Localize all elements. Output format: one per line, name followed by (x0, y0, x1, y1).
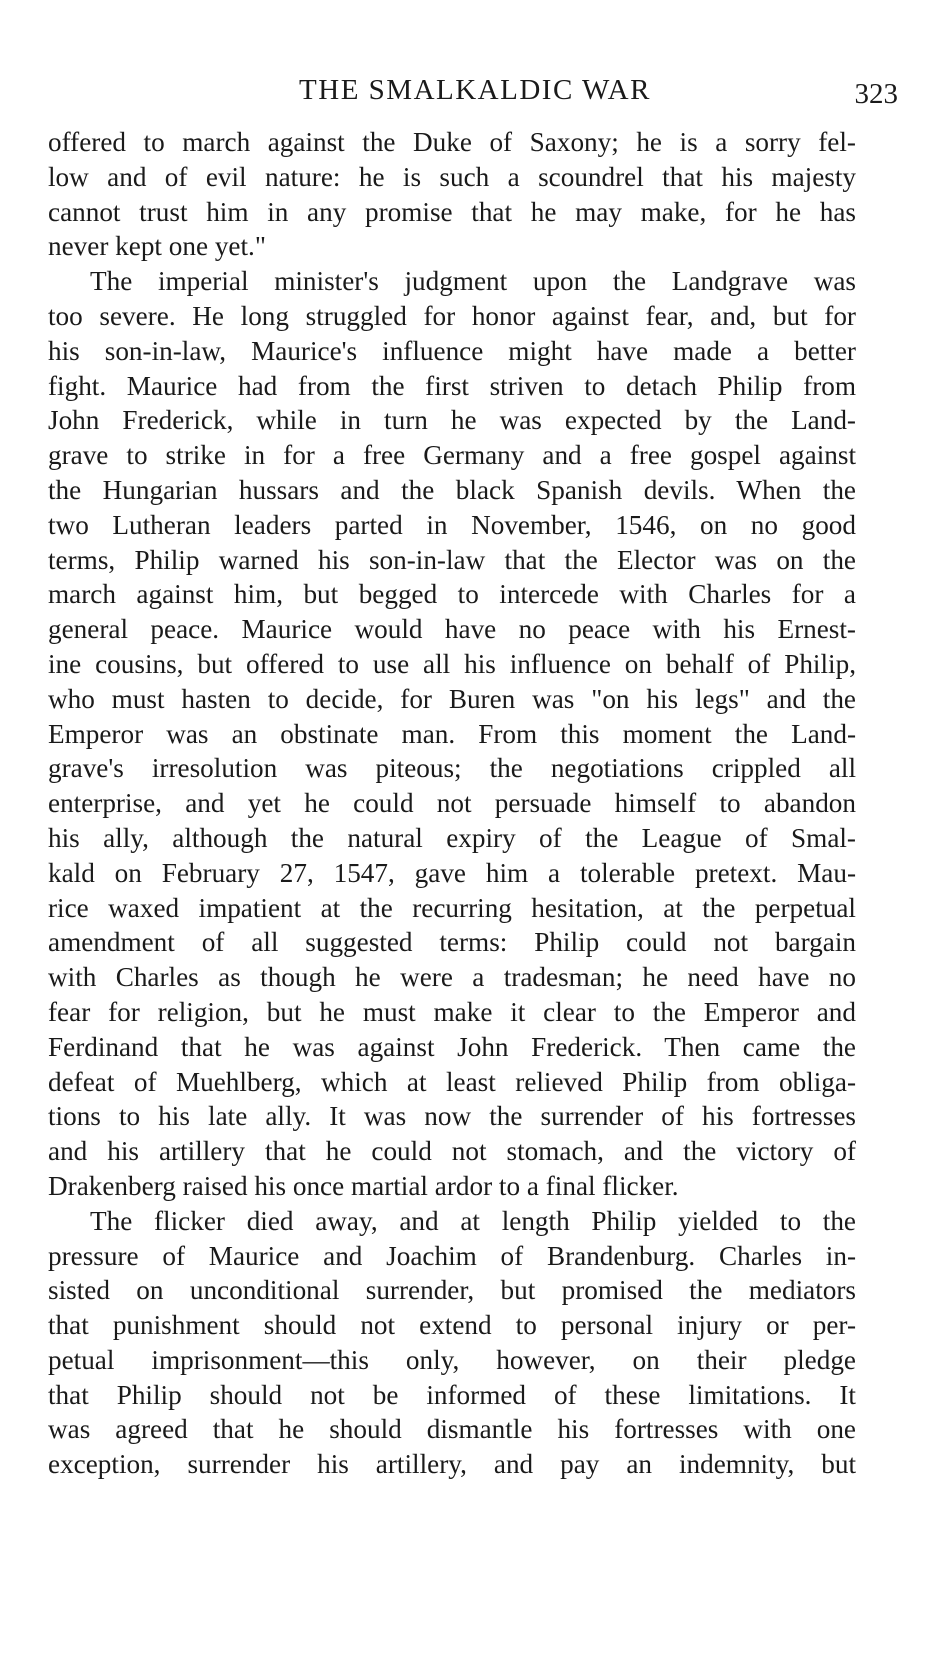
text-line: that punishment should not extend to personal injury or per- (48, 1310, 856, 1341)
body-text (48, 125, 856, 1482)
text-line: amendment of all suggested terms: Philip could not bargain (48, 927, 856, 958)
text-line: fight. Maurice had from the first striven to detach Philip from (48, 370, 856, 401)
text-line: tions to his late ally. It was now the surrender of his fortresses (48, 1101, 856, 1132)
text-line: his son-in-law, Maurice's influence might have made a better (48, 335, 856, 366)
text-line: pressure of Maurice and Joachim of Brandenburg. Charles in- (48, 1240, 856, 1271)
text-line: John Frederick, while in turn he was expected by the Land- (48, 405, 856, 436)
text-line: grave to strike in for a free Germany and a free gospel against (48, 440, 856, 471)
text-line: cannot trust him in any promise that he may make, for he has (48, 196, 856, 227)
running-title: THE SMALKALDIC WAR (299, 74, 651, 106)
running-head (0, 74, 950, 114)
text-line: petual imprisonment—this only, however, on their pledge (48, 1344, 856, 1375)
text-line: his ally, although the natural expiry of the League of Smal- (48, 822, 856, 853)
text-line: never kept one yet." (48, 231, 266, 262)
text-line: defeat of Muehlberg, which at least relieved Philip from obliga- (48, 1066, 856, 1097)
text-line: was agreed that he should dismantle his fortresses with one (48, 1414, 856, 1445)
text-line: two Lutheran leaders parted in November, 1546, on no good (48, 509, 856, 540)
text-line: who must hasten to decide, for Buren was "on his legs" and the (48, 683, 856, 714)
page-number: 323 (854, 78, 898, 110)
text-line: fear for religion, but he must make it clear to the Emperor and (48, 996, 856, 1027)
text-line: the Hungarian hussars and the black Spanish devils. When the (48, 474, 856, 505)
text-line: enterprise, and yet he could not persuade himself to abandon (48, 788, 856, 819)
text-line: ine cousins, but offered to use all his influence on behalf of Philip, (48, 648, 856, 679)
text-line: and his artillery that he could not stomach, and the victory of (48, 1136, 856, 1167)
text-line: too severe. He long struggled for honor against fear, and, but for (48, 300, 856, 331)
text-line: general peace. Maurice would have no peace with his Ernest- (48, 614, 856, 645)
text-line: offered to march against the Duke of Saxony; he is a sorry fel- (48, 127, 856, 157)
text-line: Emperor was an obstinate man. From this moment the Land- (48, 718, 856, 749)
text-line: The flicker died away, and at length Philip yielded to the (90, 1205, 856, 1236)
text-line: Drakenberg raised his once martial ardor to a final flicker. (48, 1170, 679, 1201)
text-line: with Charles as though he were a tradesman; he need have no (48, 962, 856, 993)
text-line: Ferdinand that he was against John Frederick. Then came the (48, 1031, 856, 1062)
text-line: kald on February 27, 1547, gave him a tolerable pretext. Mau- (48, 857, 856, 888)
text-line: march against him, but begged to intercede with Charles for a (48, 579, 856, 610)
text-line: low and of evil nature: he is such a scoundrel that his majesty (48, 161, 856, 192)
text-line: terms, Philip warned his son-in-law that the Elector was on the (48, 544, 856, 575)
text-line: exception, surrender his artillery, and pay an indemnity, but (48, 1449, 856, 1480)
text-line: sisted on unconditional surrender, but promised the mediators (48, 1275, 856, 1306)
text-line: rice waxed impatient at the recurring hesitation, at the perpetual (48, 892, 856, 923)
text-line: The imperial minister's judgment upon the Landgrave was (90, 266, 856, 297)
text-line: that Philip should not be informed of these limitations. It (48, 1379, 856, 1410)
text-line: grave's irresolution was piteous; the negotiations crippled all (48, 753, 856, 784)
